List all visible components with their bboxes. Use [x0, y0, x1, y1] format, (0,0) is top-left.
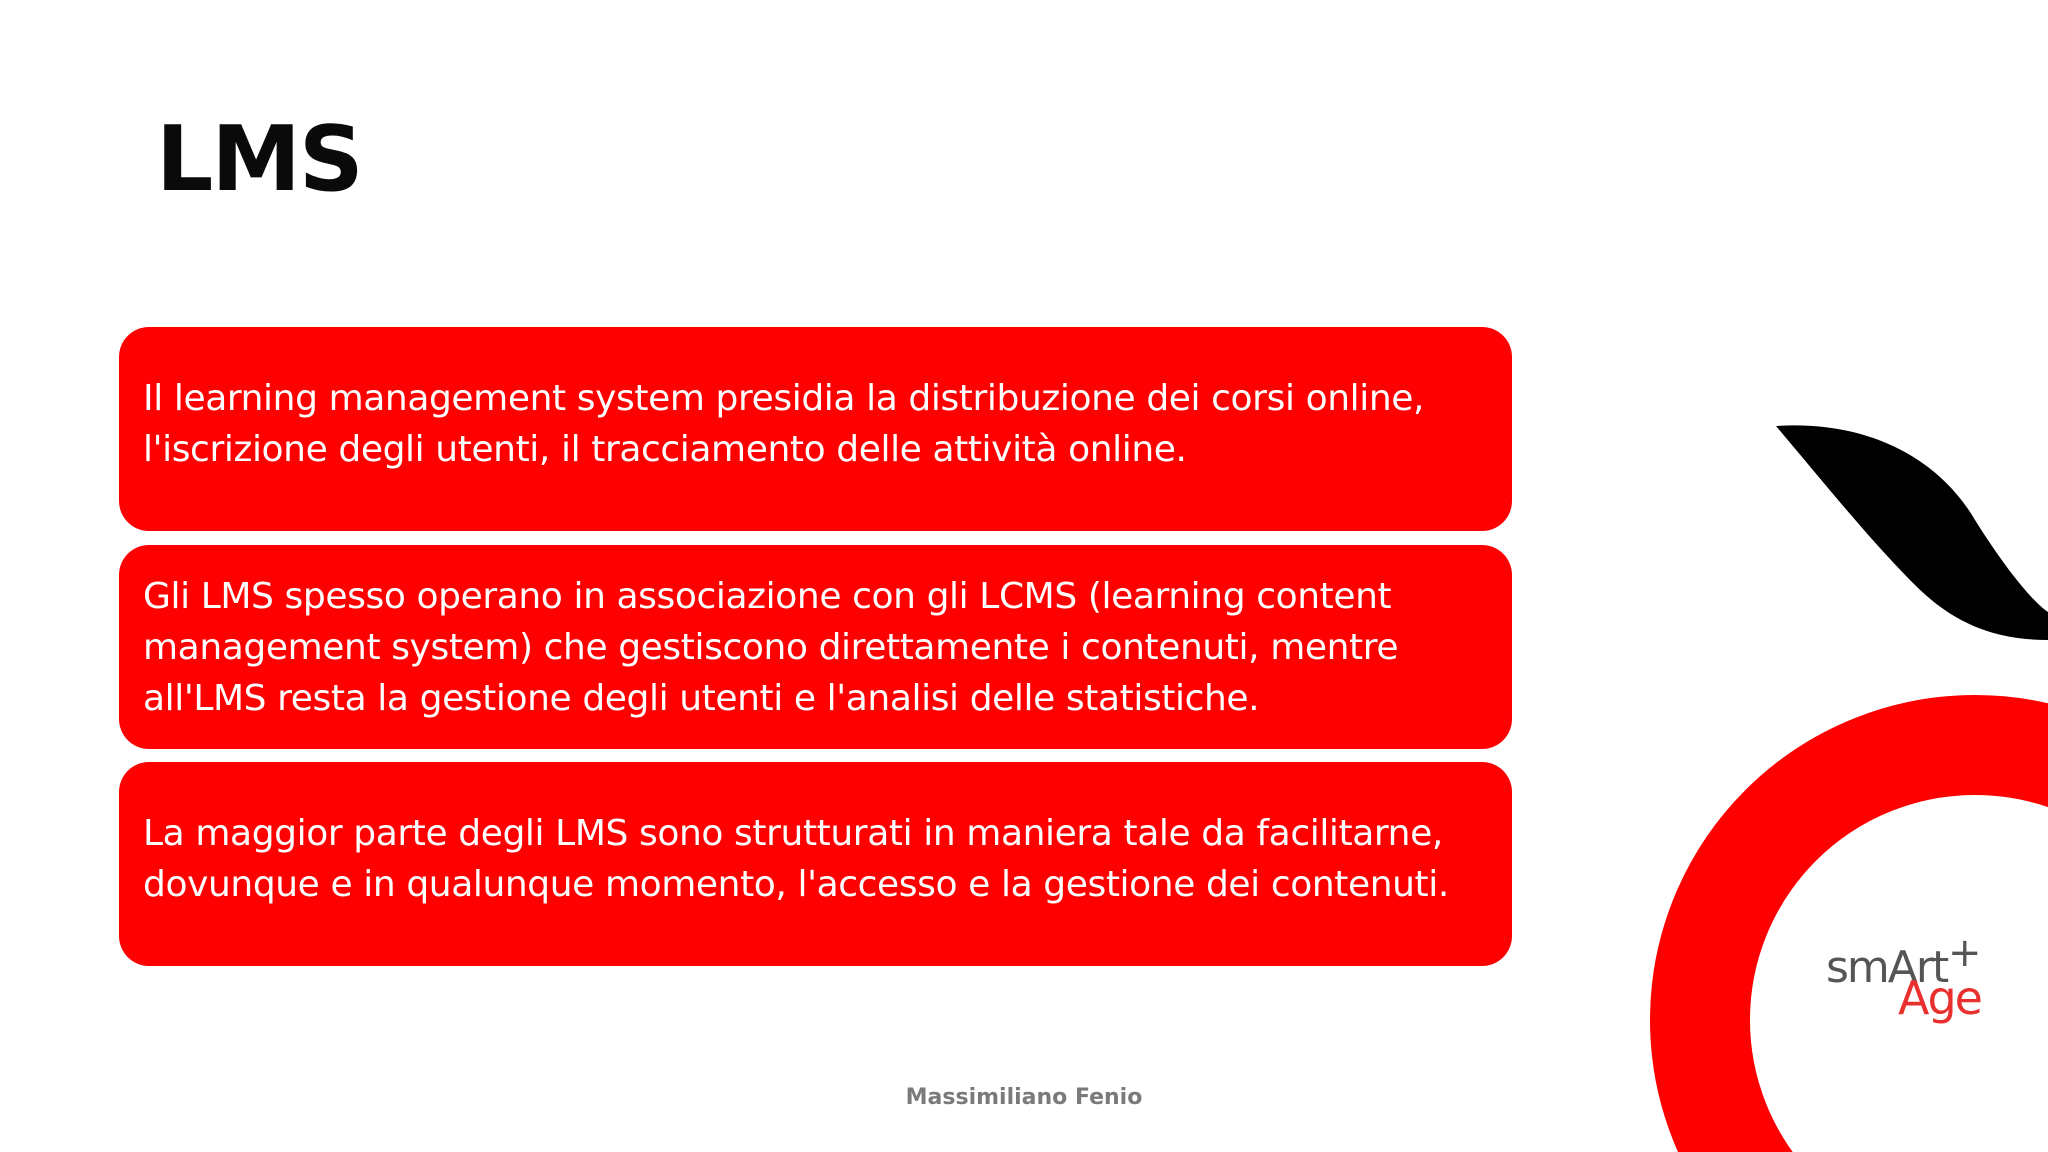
content-card-3	[119, 762, 1512, 966]
logo-text-bottom: Age	[1898, 971, 1981, 1025]
logo-plus: +	[1948, 930, 1982, 976]
slide-title: LMS	[156, 107, 362, 212]
smart-age-logo	[1826, 930, 2026, 1030]
footer-author: Massimiliano Fenio	[905, 1085, 1143, 1110]
card-text: Gli LMS spesso operano in associazione con gli LCMS (learning content management system) che gestiscono direttamente i contenuti, mentre all'LMS resta la gestione degli utenti e l'analisi delle statistiche.	[143, 575, 1399, 719]
content-card-2	[119, 545, 1512, 749]
content-card-1	[119, 327, 1512, 531]
card-text: La maggior parte degli LMS sono strutturati in maniera tale da facilitarne, dovunque e in qualunque momento, l'accesso e la gestione dei contenuti.	[143, 813, 1449, 905]
card-text: Il learning management system presidia la distribuzione dei corsi online, l'iscrizione degli utenti, il tracciamento delle attività online.	[143, 378, 1425, 470]
black-leaf-shape	[1776, 425, 2048, 640]
logo-text-top: smArt	[1826, 942, 1948, 993]
